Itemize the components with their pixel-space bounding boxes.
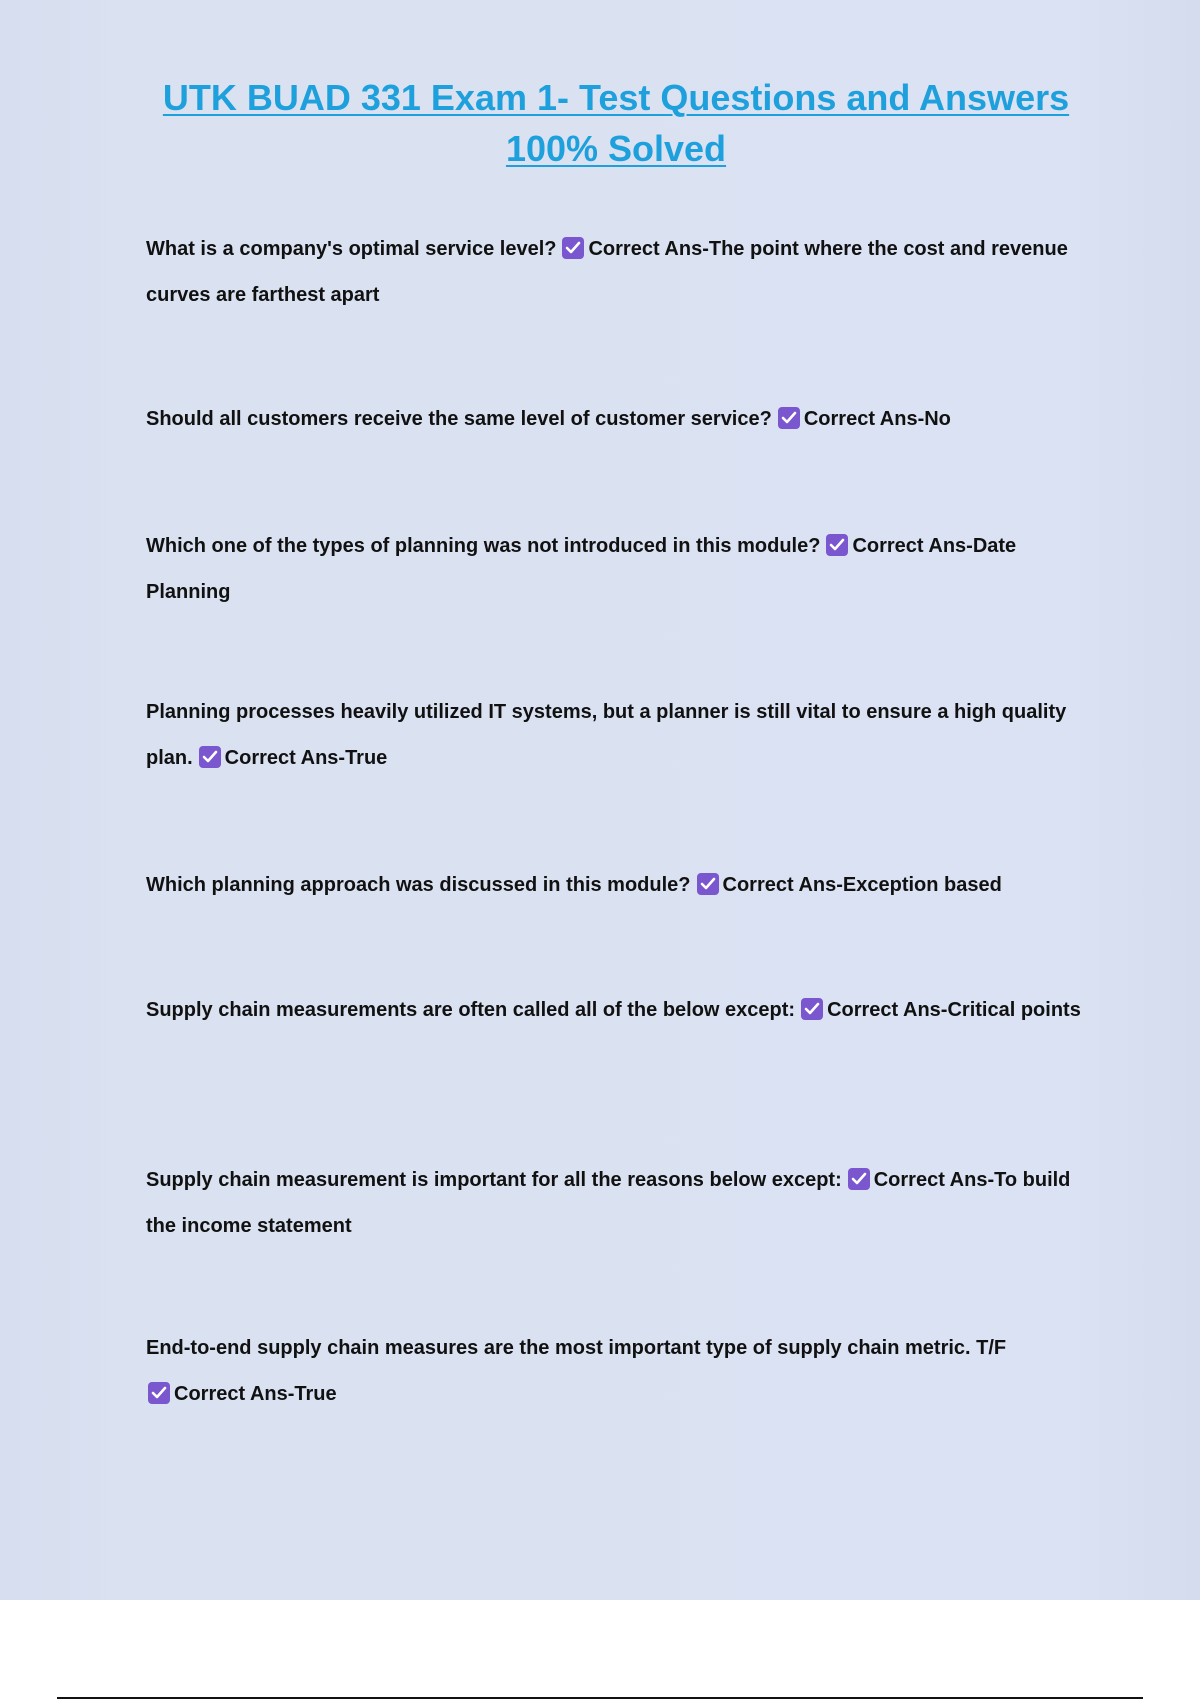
- answer-text: Correct Ans-Date Planning: [146, 535, 1017, 603]
- qa-item-2: [146, 396, 1086, 442]
- question-text: Supply chain measurement is important for all the reasons below except:: [146, 1169, 842, 1191]
- qa-item-6: [146, 987, 1086, 1033]
- title-line-1: UTK BUAD 331 Exam 1- Test Questions and Answers: [162, 77, 1070, 118]
- answer-text: Correct Ans-True: [224, 747, 388, 769]
- answer-text: Correct Ans-The point where the cost and revenue curves are farthest apart: [146, 238, 1068, 306]
- checkbox-checked-icon: [801, 998, 823, 1020]
- qa-item-8: [146, 1325, 1086, 1417]
- checkbox-checked-icon: [778, 407, 800, 429]
- checkbox-checked-icon: [199, 746, 221, 768]
- footer-divider: [57, 1697, 1143, 1699]
- checkbox-checked-icon: [826, 534, 848, 556]
- question-text: Which one of the types of planning was not introduced in this module?: [146, 535, 821, 557]
- question-text: End-to-end supply chain measures are the most important type of supply chain metric. T/F: [146, 1337, 1007, 1359]
- answer-text: Correct Ans-Exception based: [722, 874, 1002, 896]
- question-text: Planning processes heavily utilized IT systems, but a planner is still vital to ensure a high quality plan.: [146, 701, 1067, 769]
- checkbox-checked-icon: [697, 873, 719, 895]
- question-text: What is a company's optimal service level?: [146, 238, 557, 260]
- checkbox-checked-icon: [148, 1382, 170, 1404]
- answer-text: Correct Ans-To build the income statement: [146, 1169, 1071, 1237]
- checkbox-checked-icon: [562, 237, 584, 259]
- checkbox-checked-icon: [848, 1168, 870, 1190]
- answer-text: Correct Ans-Critical points: [827, 999, 1081, 1021]
- qa-item-4: [146, 689, 1086, 781]
- question-text: Should all customers receive the same level of customer service?: [146, 408, 772, 430]
- qa-item-7: [146, 1157, 1086, 1249]
- title-line-2: 100% Solved: [505, 128, 727, 169]
- question-text: Supply chain measurements are often called all of the below except:: [146, 999, 796, 1021]
- question-text: Which planning approach was discussed in this module?: [146, 874, 691, 896]
- qa-item-1: [146, 226, 1086, 318]
- qa-item-3: [146, 523, 1086, 615]
- answer-text: Correct Ans-True: [174, 1383, 337, 1405]
- document-title: [150, 72, 1082, 174]
- qa-item-5: [146, 862, 1086, 908]
- answer-text: Correct Ans-No: [803, 408, 951, 430]
